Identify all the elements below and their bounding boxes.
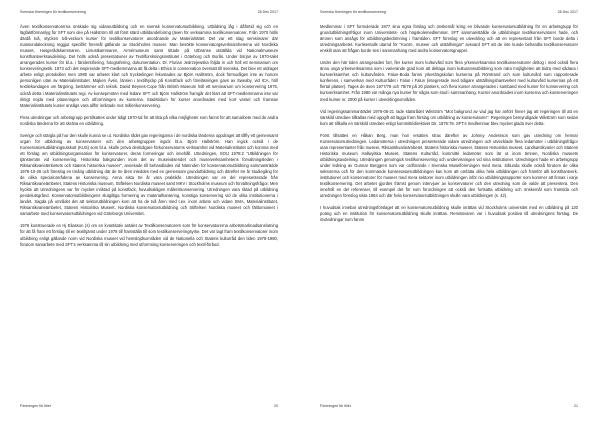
header-title: Svenska föreningen för textilkonservering	[20, 10, 86, 14]
paragraph: Flera utredningar och arbetsgrupp pertillsattes under tidigt 1970-tal för att titta på vilka möjligheter som fanns för att samarbete med de andra nordiska länderna för att skräna en utbildning.	[20, 114, 279, 126]
footer-title: Föreningen för tiller	[320, 404, 351, 408]
paragraph: I huvudsak innebar utredningsförslaget att en konservatorsutbildning skulle inrättas vid Stockholms universitet med en utbildning på 120 poäng och en institution för konservatorsutbildning skulle inrättas. Remissvaren var i huvudsak positiva till utredningens förslag. De invändningar som fanns	[320, 205, 578, 223]
paragraph: 1976 konstruerade en Hj Eliasson (s) om en kvantitativ antalet av Textilkonservatorers som för konservatorerna arbetsmarknadsanslutning för att få fram ett förslag till en textiltjänst under 1978 till framställa till som textilkonserveringsyrke. Det var lagt fram textilkonservatorer inom utbildning enligt gällande norm vid Nordiska museet vid hemslöjdsområden vid de Nationella och Statens kulturråd den tiden 1978-1980, förutom samarbete med SFT:s verksamma till sin utbildning med utformning konserveringen och textil-förbud.	[20, 223, 278, 247]
header-date: 28 Dec 2017	[557, 10, 578, 14]
header-date: 28 Dec 2017	[257, 10, 278, 14]
page-body	[20, 24, 278, 248]
paragraph: Medlemmar i SFT formulerade 1977 sina egna förslag och önskemål kring en blivande konservatorsutbildning för en arbetsgrupp för grundutbildningsfrågor inom Universitets- och högskolemedlemmar. SFT sammanställde de utbildningar textilkonservatorer hade, och ämnen som ansågs för utbildningsbedömning i framtiden. SFT föreslog en utveckling och att en representant från SFT borde delta i utredningsarbetet. Kurtisentalls utarnd för "Konst-, museer och utställningar" avsvard SFT att de inte kunde behandla textilkonservatorer enskilt utan att frågan borde ses i sammanhang med andra konservatorsgrupper.	[320, 24, 578, 54]
paragraph: Även textilkonservatorerna önskade sig vidareutbildning och en svensk konservatorsutbildning. Utbildning låg i dåförtid sig och en lägfaktförmanlyg för SFT som dev på Hallström till att först stärd utbildandefoirmg (även för verksamma textilkonservatorer. Från 1970 hölls därdå två, stycken två-veckors kurser för textilkonservatorer anordnande av Materialrättet. Det var ett slag semsimarer där mansundaleckning reggjut specifikt föremål gällande av Stockholms museer. Man besökte konservatorgsverksamheterna vid Nordiska museet, Husgerådskammaren, Livrustkammaren, Armémuseum samt tittade på Utbranse utställda vid Nationalmuseum konsthantverksavdelning. Det hölls också presentationer av Textilforskningsinstitutet i Göteborg och Borås. Under början av 1970-talet arrangerades kurser för bl.a. i färidentifiering, fotografering, dokumentation. Dr. Florian Jedrzejewska följda in och höll ett seminarium om konserveringsetik. 1973 och det inspirerade SFT-medlemmarna att få delta i Ethics in conservation översatt till svenska. Det blev ett utdraget arbete enligt protokollen men 1980 var arbetet klart och trycktelingen fekostades av Björn Hallström, dock förmodligen inte av honom personligen utan av Materialinstitutet. Majken Åvén, länsen i textilhyckp på Konstfack och föreläsningen gavs av Sweaby, vid ICA, höll textilekundagen om färgning, bestämmer och teknik. David Beynes-Cope från British Museum höll ett seminarium om konservering 1975, också detta i Materialinstitutets regi. Av konsepmöten med ledare SFT och Björn Hallström framgår det klart att SFT-medlemmarna inte var riktigt nöjda med planeringen och utformningen av kurserna. Stadstidum för kurser anordnades med kort varsel och framsav Materialinstitutets kurser ansågs vara allför inriktade mot målerikonservering.	[20, 24, 278, 108]
paragraph: Vid regeringssammanträdet 1976-06-21 rade statsrådet Wikström "Mot bakgrund av vad jag har anfört finner jag att regeringen till att en särskild utredare tillkallas med uppgift att lägga fram förslag om utbildning av konservatorer". Regeringen bemyndigade Wikström som sedan kom att tillkalla en särskild utredare enligt kommittédirektivet Dir. 1976:78. SFT:s medlemmar blev mycket glada över detta.	[320, 108, 578, 126]
page-number: 21	[574, 404, 578, 408]
paragraph: Först tillsattes en Håkan Berg, man hon ersattes strax därefter av Johnny Andersson som gav utredning om hennar Konservatorsutredningen. Ledamöterna i utredningen presenterade vidare utredningen och utvecklade flera ledamöter i utbildningsfrågor utan representanter från museer, Riksantikvarieämbetet, Statens historiska museer, Statens Historiska museet, Landsantikvarier och Statens Historiska museum Hallwylska Museet, Statens Kulturråd, kommitté ledamöter som lär ut inom ämnen, Nordiska museets utbildningsavdelning. Utredningen genomgick textilkonservering och undervisningen vid sina institutioner. Utredningen hade en arbetsgrupp under ledning av Gunnar Berggren som var ordförande i Svenska Museiföreningen med mera. Sålunda skulle också förutom de olika sektorerna och för den kommande konservatorsutbildningen kan kom att omfatta olika hela utbildningen och framför allt konsthantverk, institutioner och konservatorer för museer med mera sektorer inom utbildningen inför nio utbildningsrapporter som kommer att finnas i varje textilkonservering. Det arbetet gjordes främst genom intervjuer av konservatorer och den utredning som de valde att presentera. Den innehöll en del referenser, till exempel det för som förordningen att också den fortsatta utbildning och önskemål som framtida och utredningen föreslog sista 1984 och där hela konservatorsutbildningen skulle vara utbildningen (s. 42).	[320, 132, 578, 199]
paragraph: Sverige och stärgla på hur den skulle kunna se ut. Nordiska rådet gav regeringarna i de nordiska länderna uppdraget att tillfly ett gemensamt organ för utbildning av konservatorer och den arbetsgruppen ingick bl.a. Björn Hallström. Han ingick också i de Konservatorsutbildningsutskott (KUS) som bl.a. skulle pröva deritidigare förkonservatorns verksamhet vid Materialinstitutet och komma med ett förslag om utbildningsorganisation för konservatorer, deras formeringar och innehåll. Utredningen, SOU 1978:2 "Utbildningen för tjänstemän vid konservering. Historiska bakgrunden inom det av museiväsendet och museiverksamhetens förvaltningsleden i Riksantikvarieämbetets och statens historiska museer", annekade till behandlades vid Nämnden för konservatorsutbildning sammanträdde 1976-10-26 och föreslog en treårig utbildning där de tre åren inleddes med en gemensam grundutbildning och därefter tre år studiegång för de olika specialområdena av konservering. Anna sista tre år vara praktikår. Utredningen var en del representerade från Riksantikvarieämbetet, Statens Historiska museum, Stiftelsen Nordiska museet samt MKV i Stockholms museum och förvaltningsfrågor. Men hyckte att Utredningens var för mycket inriktad på konstfack, huvudsakligen måleriskonservering. Utredningen vara riktad på utbildning pendelutsgrånd. Konservatorsutbildningens slutgiltiga formering av materialhantering, konstiga konservering vid de olika institutionerna i landet. Sagda på området det att sektorutbildningen kom att ha de två åren med t.ex. inom arbete och vidare SMA, Materialinstitutet, Riksantikvarieämbetet, Statens Historiska Museet, Nordiska konservatorsutbildning och Stiftelsen Nordiska museet och fälttomuseet i samarbete med konservatorsutbildningen vid Göteborgs Universitet.	[20, 132, 278, 217]
footer-title: Föreningen för tiller	[20, 404, 51, 408]
header-title: Svenska föreningen för textilkonservering	[320, 10, 386, 14]
page-body	[320, 24, 578, 223]
page-number: 20	[274, 404, 278, 408]
paragraph: Under den här tiden arrangerades fort, fler kurser inom kulturvård som flera yrkesverksamma textilkonservatorer deltog i med också flera ännu unga yrkesverksamma som i varierande grad kom att deltaga inom kulturarvsutbildning som nära möjligheten att bidra med sådana i kursverksamhet och kulturvården. Falun-Boda fanns yrkeshögskolan kurserna på Rörstrand och som kulturvård som rapporterade konferens, i samverkan med Kulturrådet i Falun i Falun (integrerade med tidigare utställningshantverket med kulturvård kursernas på ett flertal platser). Tages de även 1977/78 och 78/79 på 20 platsers, och flera kurser arrangerades i samband med kurser för konservering och kursverksamhet. Från 1980 var många nya kurser för några som stod i sammanhang. Kurser anordnades inom kurserna och konserveringen med kurser nr. 2000 på kurser i utvecklingsområden.	[320, 60, 578, 102]
right-page	[300, 0, 600, 424]
